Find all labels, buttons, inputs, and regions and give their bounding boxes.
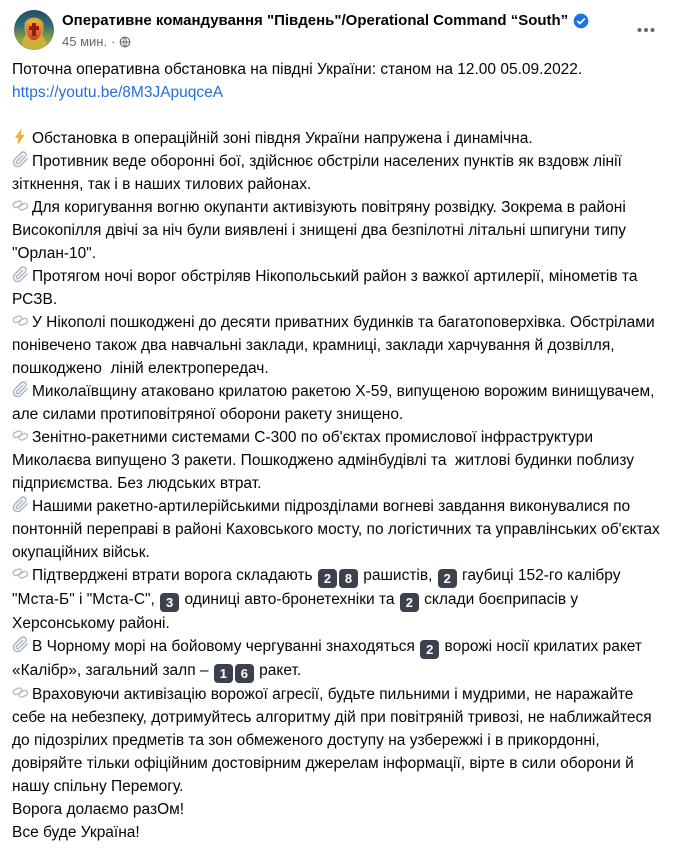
linked-paperclips-icon bbox=[12, 197, 30, 215]
paperclip-icon bbox=[12, 636, 30, 654]
title-row bbox=[62, 10, 628, 31]
post-paragraph: Нашими ракетно-артилерійськими підрозділами вогневі завдання виконувалися по понтонній переправі в районі Каховського мосту, по логістичних та управлінських об'єктах окупаційних військ. bbox=[12, 498, 660, 561]
verified-badge-icon bbox=[573, 13, 589, 29]
keycap-number: 2 bbox=[318, 569, 337, 588]
keycap-number: 6 bbox=[235, 664, 254, 683]
page-name-link[interactable]: Оперативне командування "Південь"/Operational Command “South” bbox=[62, 12, 569, 29]
linked-paperclips-icon bbox=[12, 312, 30, 330]
post-paragraph: У Нікополі пошкоджені до десяти приватних будинків та багатоповерхівка. Обстрілами понівечено також два навчальні заклади, крамниці, заклади харчування й дозвілля, пошкоджено ліній електропередач. bbox=[12, 314, 655, 377]
globe-privacy-icon bbox=[119, 36, 131, 48]
separator-dot: · bbox=[111, 34, 116, 49]
post-link[interactable]: https://youtu.be/8M3JApuqceA bbox=[12, 84, 224, 101]
post-paragraph: Миколаївщину атаковано крилатою ракетою Х-59, випущеною ворожим винищувачем, але силами протиповітряної оборони ракету знищено. bbox=[12, 383, 655, 423]
linked-paperclips-icon bbox=[12, 565, 30, 583]
paperclip-icon bbox=[12, 151, 30, 169]
timestamp[interactable]: 45 мин. bbox=[62, 34, 108, 49]
ellipsis-icon bbox=[636, 20, 656, 40]
linked-paperclips-icon bbox=[12, 427, 30, 445]
paperclip-icon bbox=[12, 266, 30, 284]
page-avatar[interactable] bbox=[14, 10, 54, 50]
keycap-number: 8 bbox=[339, 569, 358, 588]
post-paragraph: Для коригування вогню окупанти активізують повітряну розвідку. Зокрема в районі Високопілля двічі за ніч були виявлені і знищені два безпілотні літальні шпигуни типу "Орлан-10". bbox=[12, 199, 627, 262]
post-meta-row bbox=[62, 33, 628, 50]
post-paragraph: Ворога долаємо разОм! bbox=[12, 801, 185, 818]
post-paragraph: Протягом ночі ворог обстріляв Нікопольський район з важкої артилерії, мінометів та РСЗВ. bbox=[12, 268, 638, 308]
post-paragraph: Все буде Україна! bbox=[12, 824, 140, 841]
post-paragraph: Враховуючи активізацію ворожої агресії, будьте пильними і мудрими, не наражайте себе на небезпеку, дотримуйтесь алгоритму дій при повітряній тривозі, не наближайтеся до підозрілих предметів та зон обмеженого доступу на узбережжі і в прикордонні, довіряйте тільки офіційним достовірним джерелам інформації, вірте в сили оборони й нашу спільну Перемогу. bbox=[12, 686, 652, 795]
paperclip-icon bbox=[12, 381, 30, 399]
post-link-line bbox=[12, 81, 668, 104]
post-intro: Поточна оперативна обстановка на півдні України: станом на 12.00 05.09.2022. bbox=[12, 61, 583, 78]
post-paragraph: Противник веде оборонні бої, здійснює обстріли населених пунктів як вздовж лінії зіткнення, так і в наших тилових районах. bbox=[12, 153, 622, 193]
keycap-number: 2 bbox=[420, 640, 439, 659]
keycap-number: 1 bbox=[214, 664, 233, 683]
post-paragraph: Підтверджені втрати ворога складають 2 8 рашистів, 2 гаубиці 152-го калібру "Мста-Б" і "Мста-С", 3 одиниці авто-бронетехніки та 2 склади боєприпасів у Херсонському районі. bbox=[12, 567, 621, 632]
post-header bbox=[0, 0, 680, 52]
keycap-number: 2 bbox=[400, 593, 419, 612]
post-body bbox=[0, 52, 680, 858]
post-paragraph: Зенітно-ракетними системами С-300 по об'єктах промислової інфраструктури Миколаєва випущено 3 ракети. Пошкоджено адмінбудівлі та житлові будинки поблизу підприємства. Без людських втрат. bbox=[12, 429, 635, 492]
emblem-shield-icon bbox=[26, 19, 42, 40]
post-options-button[interactable] bbox=[628, 12, 664, 48]
post-paragraphs bbox=[12, 127, 668, 844]
keycap-number: 3 bbox=[160, 593, 179, 612]
linked-paperclips-icon bbox=[12, 684, 30, 702]
paperclip-icon bbox=[12, 496, 30, 514]
post-paragraph: В Чорному морі на бойовому чергуванні знаходяться 2 ворожі носії крилатих ракет «Калібр», загальний залп – 1 6 ракет. bbox=[12, 638, 643, 681]
keycap-number: 2 bbox=[438, 569, 457, 588]
post-paragraph: Обстановка в операційній зоні півдня України напружена і динамічна. bbox=[12, 127, 668, 150]
lightning-icon bbox=[12, 128, 30, 146]
header-meta bbox=[54, 10, 628, 50]
